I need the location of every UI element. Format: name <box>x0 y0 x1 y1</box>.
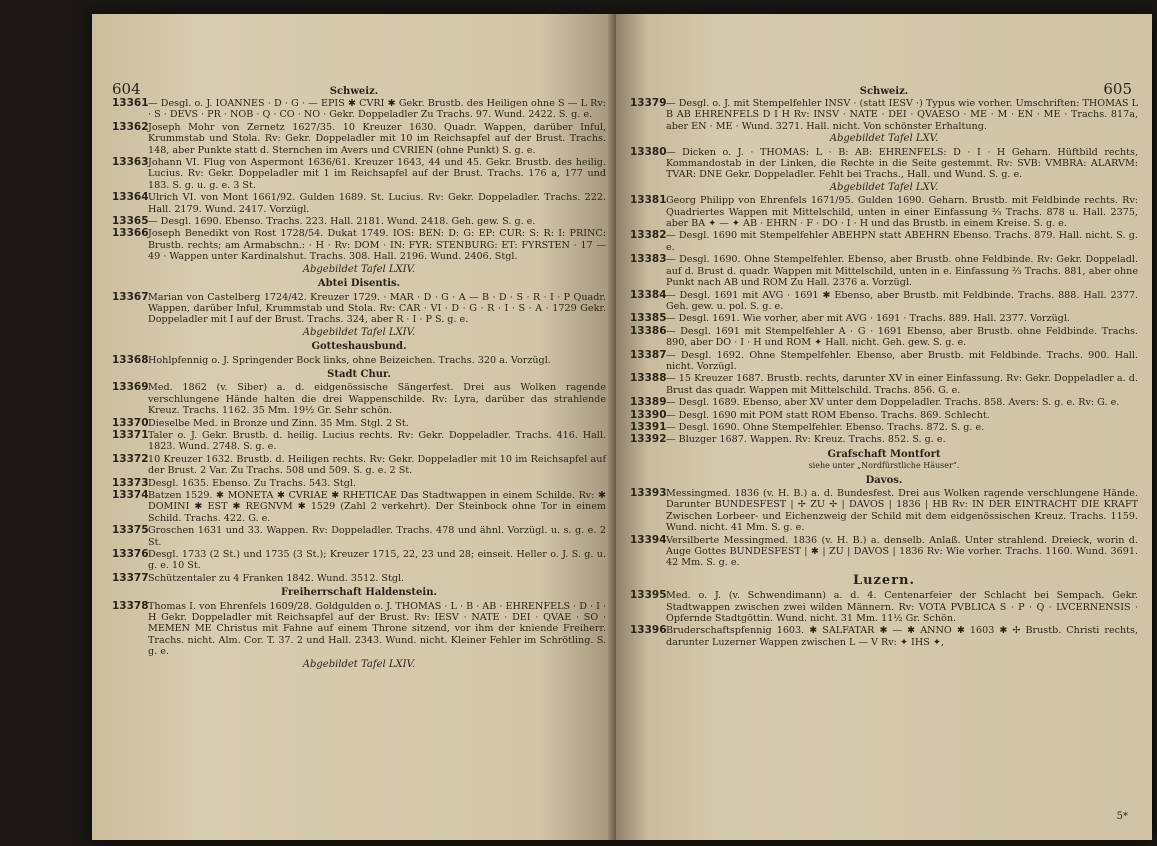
catalog-entry <box>112 192 606 215</box>
catalog-entry <box>112 292 606 326</box>
entry-text: — Desgl. 1690. Ohne Stempelfehler. Ebenso. Trachs. 872. S. g. e. <box>666 421 985 433</box>
entry-number: 13387 <box>630 348 667 361</box>
section-heading: Stadt Chur. <box>327 368 391 380</box>
entry-number: 13363 <box>112 156 149 169</box>
right-page-content <box>630 98 1138 648</box>
catalog-entry <box>112 430 606 453</box>
entry-text: — Desgl. 1691. Wie vorher, aber mit AVG · 1691 · Trachs. 889. Hall. 2377. Vorzügl. <box>666 313 1070 325</box>
entry-number: 13394 <box>630 533 667 546</box>
signature-mark: 5* <box>1116 811 1128 822</box>
catalog-entry <box>630 410 1138 421</box>
page-number-left: 604 <box>112 80 141 98</box>
catalog-entry <box>112 490 606 524</box>
entry-text: Messingmed. 1836 (v. H. B.) a. d. Bundesfest. Drei aus Wolken ragende verschlungene Hände. Darunter BUNDESFEST | ✢ ZU ✢ | DAVOS | 1836 | HB Rv: IN DER EINTRACHT DIE KRAFT Zwischen Lorbeer- und Eichenzweig der Schild mit dem eidgenössischen Kreuz. Trachs. 1159. Wund. nicht. 41 Mm. S. g. e. <box>666 488 1138 534</box>
entry-text: — Desgl. 1690 mit Stempelfehler ABEHPN statt ABEHRN Ebenso. Trachs. 879. Hall. nicht. S. g. e. <box>666 230 1138 253</box>
section-heading: Gotteshausbund. <box>311 341 407 353</box>
left-page-content <box>112 98 606 670</box>
entry-text: 10 Kreuzer 1632. Brustb. d. Heiligen rechts. Rv: Gekr. Doppeladler mit 10 im Reichsapfel auf der Brust. 2 Var. Zu Trachs. 508 und 509. S. g. e. 2 St. <box>148 453 606 477</box>
entry-text: Georg Philipp von Ehrenfels 1671/95. Gulden 1690. Geharn. Brustb. mit Feldbinde rechts. Rv: Quadriertes Wappen mit Mittelschild, unten in einer Einfassung ⅔ Trachs. 878 u. Hall. 2375, aber BA ✦ — ✦ AB · EHRN · F · DO · I · H und das Brustb. in einem Kreise. S. g. e. <box>666 195 1138 230</box>
entry-text: Taler o. J. Gekr. Brustb. d. heilig. Lucius rechts. Rv: Gekr. Doppeladler. Trachs. 416. Hall. 1823. Wund. 2748. S. g. e. <box>148 429 606 453</box>
entry-number: 13382 <box>630 229 667 242</box>
entry-number: 13396 <box>630 624 667 637</box>
entry-text: Versilberte Messingmed. 1836 (v. H. B.) a. denselb. Anlaß. Unter strahlend. Dreieck, worin d. Auge Gottes BUNDESFEST | ✱ | ZU | DAVOS | 1836 Rv: Wie vorher. Trachs. 1160. Wund. 3691. 42 Mm. S. g. e. <box>666 534 1138 569</box>
section-heading: Davos. <box>865 474 903 486</box>
section-heading: Grafschaft Montfort <box>827 448 941 460</box>
running-head-left: Schweiz. <box>329 86 379 97</box>
entry-text: Marian von Castelberg 1724/42. Kreuzer 1729. · MAR · D · G · A — B · D · S · R · I · P Quadr. Wappen, darüber Inful, Krummstab und Stola. Rv: CAR · VI · D · G · R · I · S · A · 1729 Gekr. Doppeladler mit I auf der Brust. Trachs. 324, aber R · I · P S. g. e. <box>148 291 606 326</box>
catalog-entry <box>630 625 1138 648</box>
catalog-entry <box>630 397 1138 408</box>
book-spread <box>92 14 1152 840</box>
catalog-entry <box>630 488 1138 534</box>
entry-number: 13372 <box>112 452 149 465</box>
entry-number: 13364 <box>112 191 149 204</box>
catalog-entry <box>112 355 606 366</box>
catalog-entry <box>112 228 606 262</box>
entry-number: 13361 <box>112 97 149 109</box>
entry-text: Groschen 1631 und 33. Wappen. Rv: Doppeladler. Trachs. 478 und ähnl. Vorzügl. u. s. g. e. 2 St. <box>148 525 606 548</box>
catalog-entry <box>112 216 606 227</box>
catalog-entry <box>630 590 1138 624</box>
entry-number: 13366 <box>112 227 149 240</box>
entry-text: Schützentaler zu 4 Franken 1842. Wund. 3512. Stgl. <box>148 572 405 584</box>
catalog-entry <box>112 601 606 658</box>
entry-text: — 15 Kreuzer 1687. Brustb. rechts, darunter XV in einer Einfassung. Rv: Gekr. Doppeladler a. d. Brust das quadr. Wappen mit Mittelschild. Trachs. 856. G. e. <box>666 373 1138 396</box>
plate-caption: Abgebildet Tafel LXIV. <box>302 263 416 275</box>
catalog-entry <box>630 230 1138 253</box>
catalog-entry <box>112 157 606 191</box>
entry-number: 13389 <box>630 396 667 409</box>
entry-number: 13373 <box>112 476 149 489</box>
entry-text: Dieselbe Med. in Bronze und Zinn. 35 Mm. Stgl. 2 St. <box>148 417 409 429</box>
entry-number: 13368 <box>112 353 149 366</box>
entry-number: 13386 <box>630 324 667 337</box>
entry-text: Med. 1862 (v. Siber) a. d. eidgenössische Sängerfest. Drei aus Wolken ragende verschlungene Hände halten die drei Wappenschilde. Rv: Lyra, darüber das strahlende Kreuz. Trachs. 1162. 35 Mm. 19½ Gr. Sehr schön. <box>148 382 606 417</box>
catalog-entry <box>112 549 606 572</box>
entry-text: Bruderschaftspfennig 1603. ✱ SALFATAR ✱ — ✱ ANNO ✱ 1603 ✱ ✢ Brustb. Christi rechts, darunter Luzerner Wappen zwischen L — V Rv: ✦ IHS ✦, <box>666 625 1138 648</box>
entry-number: 13383 <box>630 253 667 266</box>
entry-number: 13375 <box>112 524 149 537</box>
entry-text: — Desgl. o. J. mit Stempelfehler INSV · (statt IESV ·) Typus wie vorher. Umschriften: THOMAS L B AB EHRENFELS D I H Rv: INSV · NATE · DEI · QVAESO · ME · M · EN · ME · Trachs. 817a, aber EN · ME · Wund. 3271. Hall. nicht. Von schönster Erhaltung. <box>666 98 1138 132</box>
catalog-entry <box>630 422 1138 433</box>
entry-text: Hohlpfennig o. J. Springender Bock links, ohne Beizeichen. Trachs. 320 a. Vorzügl. <box>148 354 551 366</box>
entry-number: 13380 <box>630 145 667 158</box>
catalog-entry <box>630 147 1138 181</box>
entry-number: 13395 <box>630 589 667 602</box>
entry-text: Batzen 1529. ✱ MONETA ✱ CVRIAE ✱ RHETICAE Das Stadtwappen in einem Schilde. Rv: ✱ DOMINI ✱ EST ✱ REGNVM ✱ 1529 (Zahl 2 verkehrt). Der Steinbock ohne Tor in einem Schild. Trachs. 422. G. e. <box>148 490 606 524</box>
entry-number: 13377 <box>112 571 149 584</box>
entry-text: Desgl. 1635. Ebenso. Zu Trachs. 543. Stgl. <box>148 477 357 489</box>
entry-number: 13369 <box>112 381 149 394</box>
entry-text: — Desgl. o. J. IOANNES · D · G · — EPIS ✱ CVRI ✱ Gekr. Brustb. des Heiligen ohne S — L Rv: · S · DEVS · PR · NOB · Q · CO · NO · Gekr. Doppeladler Zu Trachs. 97. Wund. 2422. S. g. e. <box>148 98 606 121</box>
entry-text: — Desgl. 1691 mit Stempelfehler A · G · 1691 Ebenso, aber Brustb. ohne Feldbinde. Trachs. 890, aber DO · I · H und ROM ✦ Hall. nicht. Geh. gew. S. g. e. <box>666 325 1138 349</box>
entry-text: Thomas I. von Ehrenfels 1609/28. Goldgulden o. J. THOMAS · L · B · AB · EHRENFELS · D · I · H Gekr. Doppeladler mit Reichsapfel auf der Brust. Rv: IESV · NATE · DEI · QVAE · SO · MEMEN ME Christus mit Fahne auf einem Throne sitzend, vor ihm der kniende Freiherr. Trachs. nicht. Alm. Cor. T. 37. 2 und Hall. 2343. Wund. nicht. Kleiner Fehler im Schrötling. S. g. e. <box>148 600 606 658</box>
entry-text: — Desgl. 1690 mit POM statt ROM Ebenso. Trachs. 869. Schlecht. <box>666 409 990 421</box>
section-heading: Freiherrschaft Haldenstein. <box>281 587 437 599</box>
entry-text: — Dicken o. J. · THOMAS: L · B: AB: EHRENFELS: D · I · H Geharn. Hüftbild rechts, Kommandostab in der Linken, die Rechte in die Seite gestemmt. Rv: SVB: VMBRA: ALARVM: TVAR: DNE Gekr. Doppeladler. Fehlt bei Trachs., Hall. und Wund. S. g. e. <box>666 146 1138 181</box>
entry-number: 13381 <box>630 194 667 207</box>
section-heading: siehe unter „Nordfürstliche Häuser“. <box>808 461 960 471</box>
entry-number: 13376 <box>112 548 149 561</box>
entry-number: 13367 <box>112 290 149 303</box>
catalog-entry <box>112 98 606 121</box>
entry-number: 13374 <box>112 489 149 501</box>
catalog-entry <box>630 373 1138 396</box>
entry-number: 13379 <box>630 97 667 109</box>
catalog-entry <box>630 254 1138 288</box>
catalog-entry <box>112 573 606 584</box>
catalog-entry <box>112 418 606 429</box>
catalog-entry <box>630 350 1138 373</box>
entry-number: 13392 <box>630 433 667 446</box>
entry-text: Med. o. J. (v. Schwendimann) a. d. 4. Centenarfeier der Schlacht bei Sempach. Gekr. Stadtwappen zwischen zwei wilden Männern. Rv: VOTA PVBLICA S · P · Q · LVCERNENSIS · Opfernde Stadtgöttin. Wund. nicht. 31 Mm. 11½ Gr. Schön. <box>666 590 1138 625</box>
page-number-right: 605 <box>1103 80 1132 98</box>
entry-number: 13391 <box>630 420 667 433</box>
plate-caption: Abgebildet Tafel LXIV. <box>302 658 416 670</box>
entry-text: Desgl. 1733 (2 St.) und 1735 (3 St.); Kreuzer 1715, 22, 23 und 28; einseit. Heller o. J. S. g. u. g. e. 10 St. <box>148 549 606 572</box>
running-head-right: Schweiz. <box>859 86 909 97</box>
catalog-entry <box>112 525 606 548</box>
entry-number: 13384 <box>630 288 667 301</box>
catalog-entry <box>630 326 1138 349</box>
entry-text: Joseph Benedikt von Rost 1728/54. Dukat 1749. IOS: BEN: D: G: EP: CUR: S: R: I: PRINC: Brustb. rechts; am Armabschn.: · H · Rv: DOM · IN: FYR: STENBURG: ET: FYRSTEN · 17 — 49 · Wappen unter Kardinalshut. Trachs. 308. Hall. 2196. Wund. 2406. Stgl. <box>148 228 606 263</box>
entry-text: — Desgl. 1692. Ohne Stempelfehler. Ebenso, aber Brustb. mit Feldbinde. Trachs. 900. Hall. nicht. Vorzügl. <box>666 349 1138 372</box>
entry-number: 13378 <box>112 599 149 612</box>
entry-number: 13362 <box>112 120 149 133</box>
right-page <box>616 14 1152 840</box>
section-heading: Luzern. <box>852 572 916 588</box>
left-page <box>92 14 616 840</box>
plate-caption: Abgebildet Tafel LXIV. <box>302 326 416 338</box>
entry-text: — Desgl. 1690. Ohne Stempelfehler. Ebenso, aber Brustb. ohne Feldbinde. Rv: Gekr. Doppeladl. auf d. Brust d. quadr. Wappen mit Mittelschild, unten in e. Einfassung ⅔ Trachs. 881, aber ohne Punkt nach AB und ROM Zu Hall. 2376 a. Vorzügl. <box>666 254 1138 289</box>
entry-number: 13390 <box>630 408 667 421</box>
entry-text: Joseph Mohr von Zernetz 1627/35. 10 Kreuzer 1630. Quadr. Wappen, darüber Inful, Krummstab und Stola. Rv: Gekr. Doppeladler mit 10 im Reichsapfel auf der Brust. Trachs. 148, aber Punkte statt d. Sternchen im Avers und CVRIEN (ohne Punkt) S. g. e. <box>148 121 606 156</box>
plate-caption: Abgebildet Tafel LXV. <box>829 133 939 145</box>
entry-number: 13371 <box>112 428 149 441</box>
entry-text: — Desgl. 1690. Ebenso. Trachs. 223. Hall. 2181. Wund. 2418. Geh. gew. S. g. e. <box>148 216 536 228</box>
entry-text: — Bluzger 1687. Wappen. Rv: Kreuz. Trachs. 852. S. g. e. <box>666 434 946 446</box>
catalog-entry <box>630 313 1138 324</box>
catalog-entry <box>630 195 1138 229</box>
entry-number: 13393 <box>630 487 667 499</box>
catalog-entry <box>112 478 606 489</box>
plate-caption: Abgebildet Tafel LXV. <box>829 181 939 193</box>
entry-text: — Desgl. 1691 mit AVG · 1691 ✱ Ebenso, aber Brustb. mit Feldbinde. Trachs. 888. Hall. 2377. Geh. gew. u. pol. S. g. e. <box>666 289 1138 312</box>
entry-text: Ulrich VI. von Mont 1661/92. Gulden 1689. St. Lucius. Rv: Gekr. Doppeladler. Trachs. 222. Hall. 2179. Wund. 2417. Vorzügl. <box>148 192 606 215</box>
catalog-entry <box>630 434 1138 445</box>
catalog-entry <box>112 454 606 477</box>
catalog-entry <box>630 98 1138 132</box>
entry-text: — Desgl. 1689. Ebenso, aber XV unter dem Doppeladler. Trachs. 858. Avers: S. g. e. Rv: G. e. <box>666 397 1120 409</box>
entry-number: 13385 <box>630 312 667 325</box>
entry-text: Johann VI. Flug von Aspermont 1636/61. Kreuzer 1643, 44 und 45. Gekr. Brustb. des heilig. Lucius. Rv: Gekr. Doppeladler mit 1 im Reichsapfel auf der Brust. Trachs. 176 a, 177 und 183. S. g. u. g. e. 3 St. <box>148 157 606 191</box>
section-heading: Abtei Disentis. <box>317 278 401 290</box>
catalog-entry <box>112 382 606 416</box>
catalog-entry <box>630 535 1138 569</box>
catalog-entry <box>112 122 606 156</box>
entry-number: 13365 <box>112 215 149 228</box>
entry-number: 13388 <box>630 372 667 385</box>
entry-number: 13370 <box>112 416 149 429</box>
catalog-entry <box>630 290 1138 313</box>
